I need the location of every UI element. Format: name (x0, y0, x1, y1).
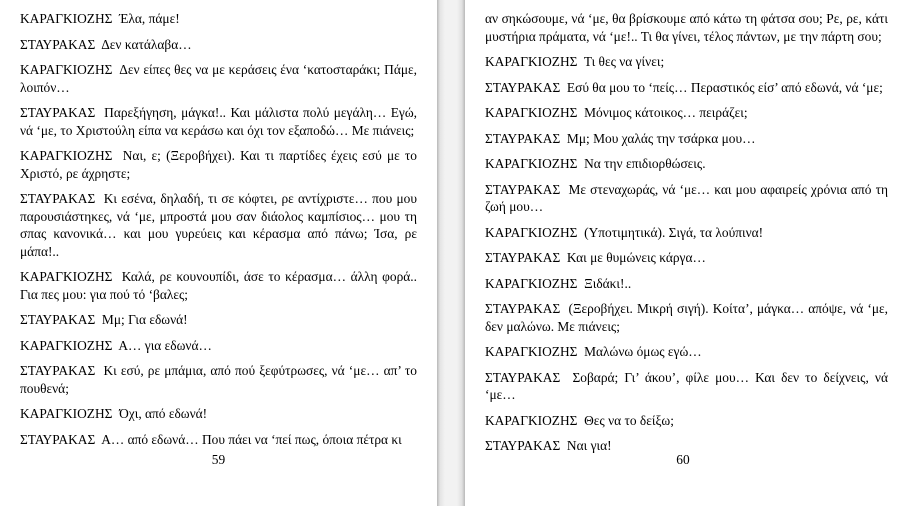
dialogue-paragraph: ΚΑΡΑΓΚΙΟΖΗΣ Μαλώνω όμως εγώ… (485, 344, 702, 359)
right-page (465, 0, 901, 506)
right-page-text (485, 10, 892, 455)
dialogue-paragraph: ΣΤΑΥΡΑΚΑΣ Κι εσένα, δηλαδή, τι σε κόφτει, ρε αντίχριστε… που μου παρουσιάστηκες, νά ‘με, μπροστά μου σαν διάολος καμπίσιος… μου τη σπας κανονικά… και μου γυρεύεις και κέρασμα από πάνω; Ίσα, ρε μάπα!.. (20, 191, 421, 259)
dialogue-paragraph: ΣΤΑΥΡΑΚΑΣ Μμ; Για εδωνά! (20, 312, 188, 327)
dialogue-paragraph: ΚΑΡΑΓΚΙΟΖΗΣ Όχι, από εδωνά! (20, 406, 208, 421)
dialogue-paragraph: ΣΤΑΥΡΑΚΑΣ Σοβαρά; Γι’ άκου’, φίλε μου… Και δεν το δείχνεις, νά ‘με… (485, 369, 892, 402)
dialogue-paragraph: ΚΑΡΑΓΚΙΟΖΗΣ Α… για εδωνά… (20, 337, 212, 353)
dialogue-paragraph: ΣΤΑΥΡΑΚΑΣ Και με θυμώνεις κάργα… (485, 250, 706, 265)
dialogue-paragraph: ΣΤΑΥΡΑΚΑΣ Εσύ θα μου το ‘πείς… Περαστικός είσ’ από εδωνά, νά ‘με; (485, 79, 883, 95)
dialogue-paragraph: ΚΑΡΑΓΚΙΟΖΗΣ Θες να το δείξω; (485, 412, 674, 428)
dialogue-paragraph: ΚΑΡΑΓΚΙΟΖΗΣ Δεν είπες θες να με κεράσεις ένα ‘κατοσταράκι; Πάμε, λοιπόν… (20, 62, 421, 95)
dialogue-paragraph: ΣΤΑΥΡΑΚΑΣ Κι εσύ, ρε μπάμια, από πού ξεφύτρωσες, νά ‘με… απ’ το πουθενά; (20, 363, 421, 396)
left-page (0, 0, 437, 506)
dialogue-paragraph: ΚΑΡΑΓΚΙΟΖΗΣ Καλά, ρε κουνουπίδι, άσε το κέρασμα… άλλη φορά.. Για πες μου: για πού τό ‘βαλες; (20, 269, 421, 302)
dialogue-paragraph: ΚΑΡΑΓΚΙΟΖΗΣ Ναι, ε; (Ξεροβήχει). Και τι παρτίδες έχεις εσύ με το Χριστό, ρε άχρηστε; (20, 148, 421, 181)
dialogue-paragraph: αν σηκώσουμε, νά ‘με, θα βρίσκουμε από κάτω τη φάτσα σου; Ρε, ρε, κάτι μυστήρια πράματα, νά ‘με!.. Τι θα γίνει, τέλος πάντων, με την πάρτη σου; (485, 11, 892, 44)
dialogue-paragraph: ΚΑΡΑΓΚΙΟΖΗΣ Έλα, πάμε! (20, 11, 180, 26)
dialogue-paragraph: ΣΤΑΥΡΑΚΑΣ Με στεναχωράς, νά ‘με… και μου αφαιρείς χρόνια από τη ζωή μου… (485, 181, 892, 214)
dialogue-paragraph: ΣΤΑΥΡΑΚΑΣ Μμ; Μου χαλάς την τσάρκα μου… (485, 130, 756, 146)
dialogue-paragraph: ΚΑΡΑΓΚΙΟΖΗΣ Να την επιδιορθώσεις. (485, 156, 706, 171)
dialogue-paragraph: ΚΑΡΑΓΚΙΟΖΗΣ Μόνιμος κάτοικος… πειράζει; (485, 105, 748, 120)
page-number: 59 (211, 452, 226, 467)
dialogue-paragraph: ΣΤΑΥΡΑΚΑΣ Δεν κατάλαβα… (20, 36, 192, 52)
dialogue-paragraph: ΚΑΡΑΓΚΙΟΖΗΣ Ξιδάκι!.. (485, 275, 632, 291)
dialogue-paragraph: ΣΤΑΥΡΑΚΑΣ Ναι για! (485, 438, 612, 453)
dialogue-paragraph: ΣΤΑΥΡΑΚΑΣ (Ξεροβήχει. Μικρή σιγή). Κοίτα’, μάγκα… απόψε, νά ‘με, δεν μαλώνω. Με πιάνεις; (485, 301, 892, 334)
dialogue-paragraph: ΣΤΑΥΡΑΚΑΣ Παρεξήγηση, μάγκα!.. Και μάλιστα πολύ μεγάλη… Εγώ, νά ‘με, το Χριστούλη είπα να κεράσω και όχι τον εξαποδώ… Με πιάνεις; (20, 105, 421, 138)
page-number: 60 (676, 452, 690, 467)
dialogue-paragraph: ΚΑΡΑΓΚΙΟΖΗΣ (Υποτιμητικά). Σιγά, τα λούπινα! (485, 224, 764, 240)
left-page-text (20, 10, 421, 448)
dialogue-paragraph: ΣΤΑΥΡΑΚΑΣ Α… από εδωνά… Που πάει να ‘πεί πως, όποια πέτρα κι (20, 431, 402, 447)
page-gutter (437, 0, 465, 506)
dialogue-paragraph: ΚΑΡΑΓΚΙΟΖΗΣ Τι θες να γίνει; (485, 54, 665, 69)
